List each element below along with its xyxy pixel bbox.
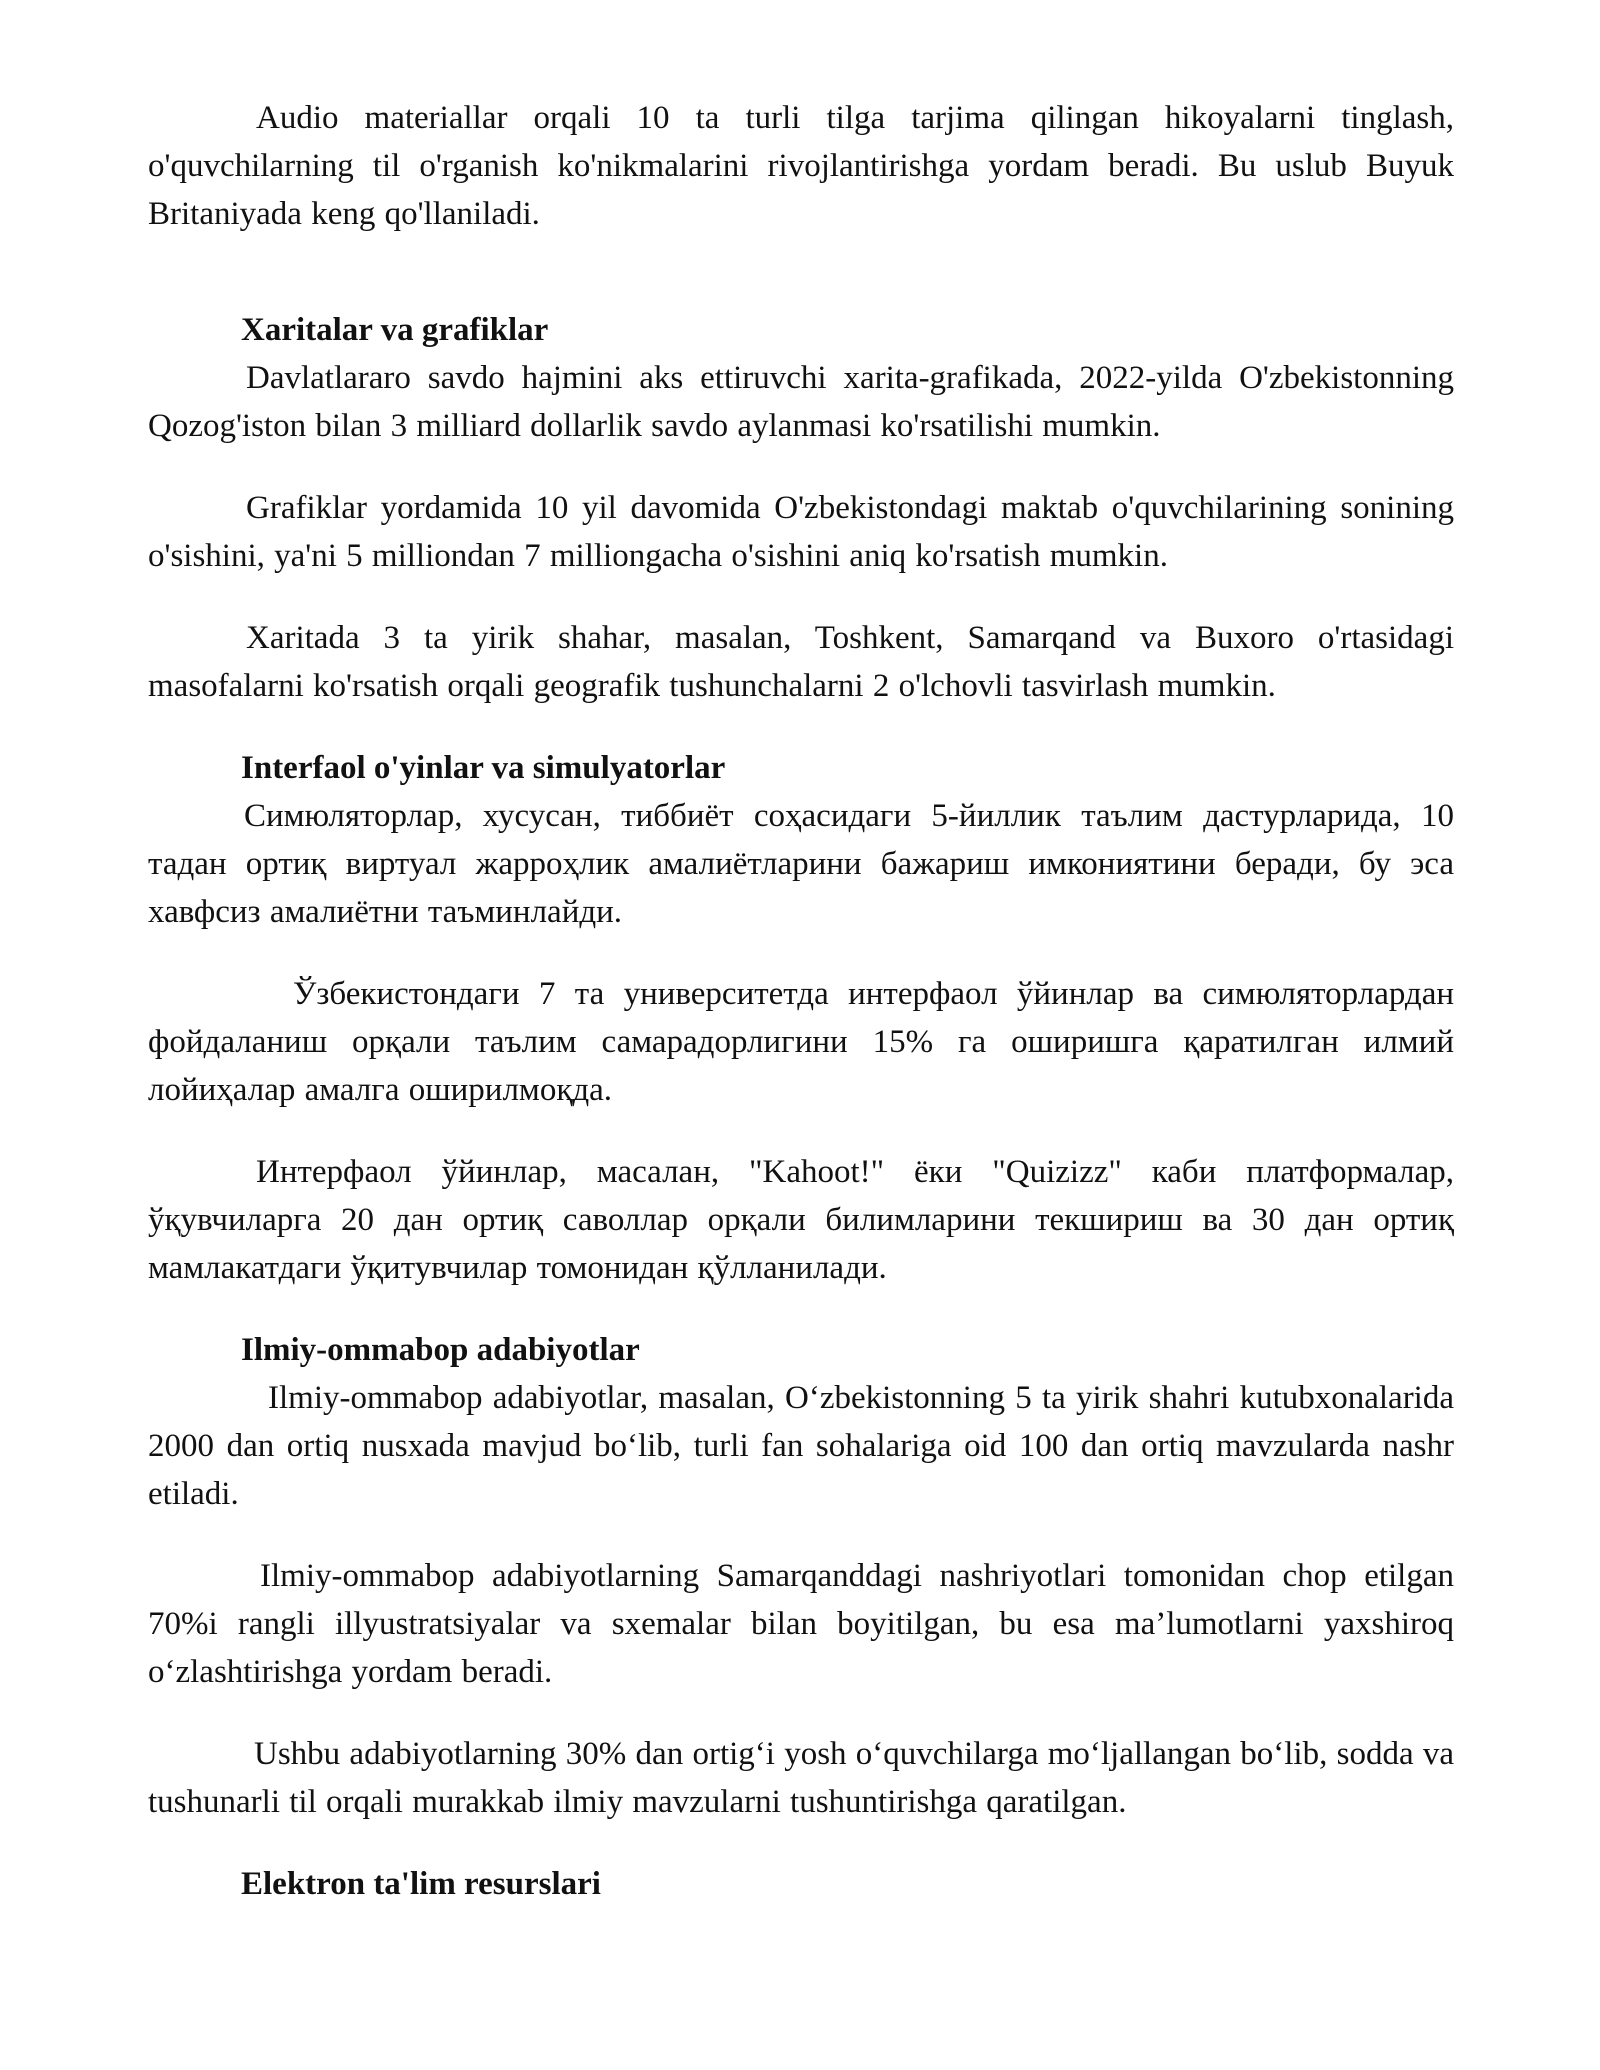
paragraph-games-universities: Ўзбекистондаги 7 та университетда интерфаол ўйинлар ва симюляторлардан фойдаланиш орқали таълим самарадорлигини 15% га оширишга қаратилган илмий лойиҳалар амалга оширилмоқда.: [148, 976, 1454, 1108]
spacer: [148, 272, 1454, 306]
heading-games: Interfaol o'yinlar va simulyatorlar: [241, 750, 726, 786]
heading-elearning: Elektron ta'lim resurslari: [241, 1866, 601, 1902]
paragraph-audio: Audio materiallar orqali 10 ta turli tilga tarjima qilingan hikoyalarni tinglash, o'quvchilarning til o'rganish ko'nikmalarini rivojlantirishga yordam beradi. Bu uslub Buyuk Britaniyada keng qo'llaniladi.: [148, 100, 1454, 232]
document-page: [148, 94, 1454, 1908]
paragraph-games-platforms: Интерфаол ўйинлар, масалан, "Kahoot!" ёки "Quizizz" каби платформалар, ўқувчиларга 20 дан ортиқ саволлар орқали билимларини текшириш ва 30 дан ортиқ мамлакатдаги ўқитувчилар томонидан қўлланилади.: [148, 1154, 1454, 1286]
paragraph-maps-trade: Davlatlararo savdo hajmini aks ettiruvchi xarita-grafikada, 2022-yilda O'zbekistonning Qozog'iston bilan 3 milliard dollarlik savdo aylanmasi ko'rsatilishi mumkin.: [148, 360, 1454, 444]
paragraph-literature-young-readers: Ushbu adabiyotlarning 30% dan ortig‘i yosh o‘quvchilarga mo‘ljallangan bo‘lib, sodda va tushunarli til orqali murakkab ilmiy mavzularni tushuntirishga qaratilgan.: [148, 1736, 1454, 1820]
paragraph-literature-illustrations: Ilmiy-ommabop adabiyotlarning Samarqanddagi nashriyotlari tomonidan chop etilgan 70%i rangli illyustratsiyalar va sxemalar bilan boyitilgan, bu esa ma’lumotlarni yaxshiroq o‘zlashtirishga yordam beradi.: [148, 1558, 1454, 1690]
paragraph-literature-libraries: Ilmiy-ommabop adabiyotlar, masalan, O‘zbekistonning 5 ta yirik shahri kutubxonalarida 2000 dan ortiq nusxada mavjud bo‘lib, turli fan sohalariga oid 100 dan ortiq mavzularda nashr etiladi.: [148, 1380, 1454, 1512]
heading-literature: Ilmiy-ommabop adabiyotlar: [241, 1332, 640, 1368]
paragraph-maps-cities: Xaritada 3 ta yirik shahar, masalan, Toshkent, Samarqand va Buxoro o'rtasidagi masofalarni ko'rsatish orqali geografik tushunchalarni 2 o'lchovli tasvirlash mumkin.: [148, 620, 1454, 704]
paragraph-games-simulators: Симюляторлар, хусусан, тиббиёт соҳасидаги 5-йиллик таълим дастурларида, 10 тадан ортиқ виртуал жарроҳлик амалиётларини бажариш имкониятини беради, бу эса хавфсиз амалиётни таъминлайди.: [148, 798, 1454, 930]
heading-maps: Xaritalar va grafiklar: [241, 312, 549, 348]
paragraph-maps-students: Grafiklar yordamida 10 yil davomida O'zbekistondagi maktab o'quvchilarining sonining o'sishini, ya'ni 5 milliondan 7 milliongacha o'sishini aniq ko'rsatish mumkin.: [148, 490, 1454, 574]
